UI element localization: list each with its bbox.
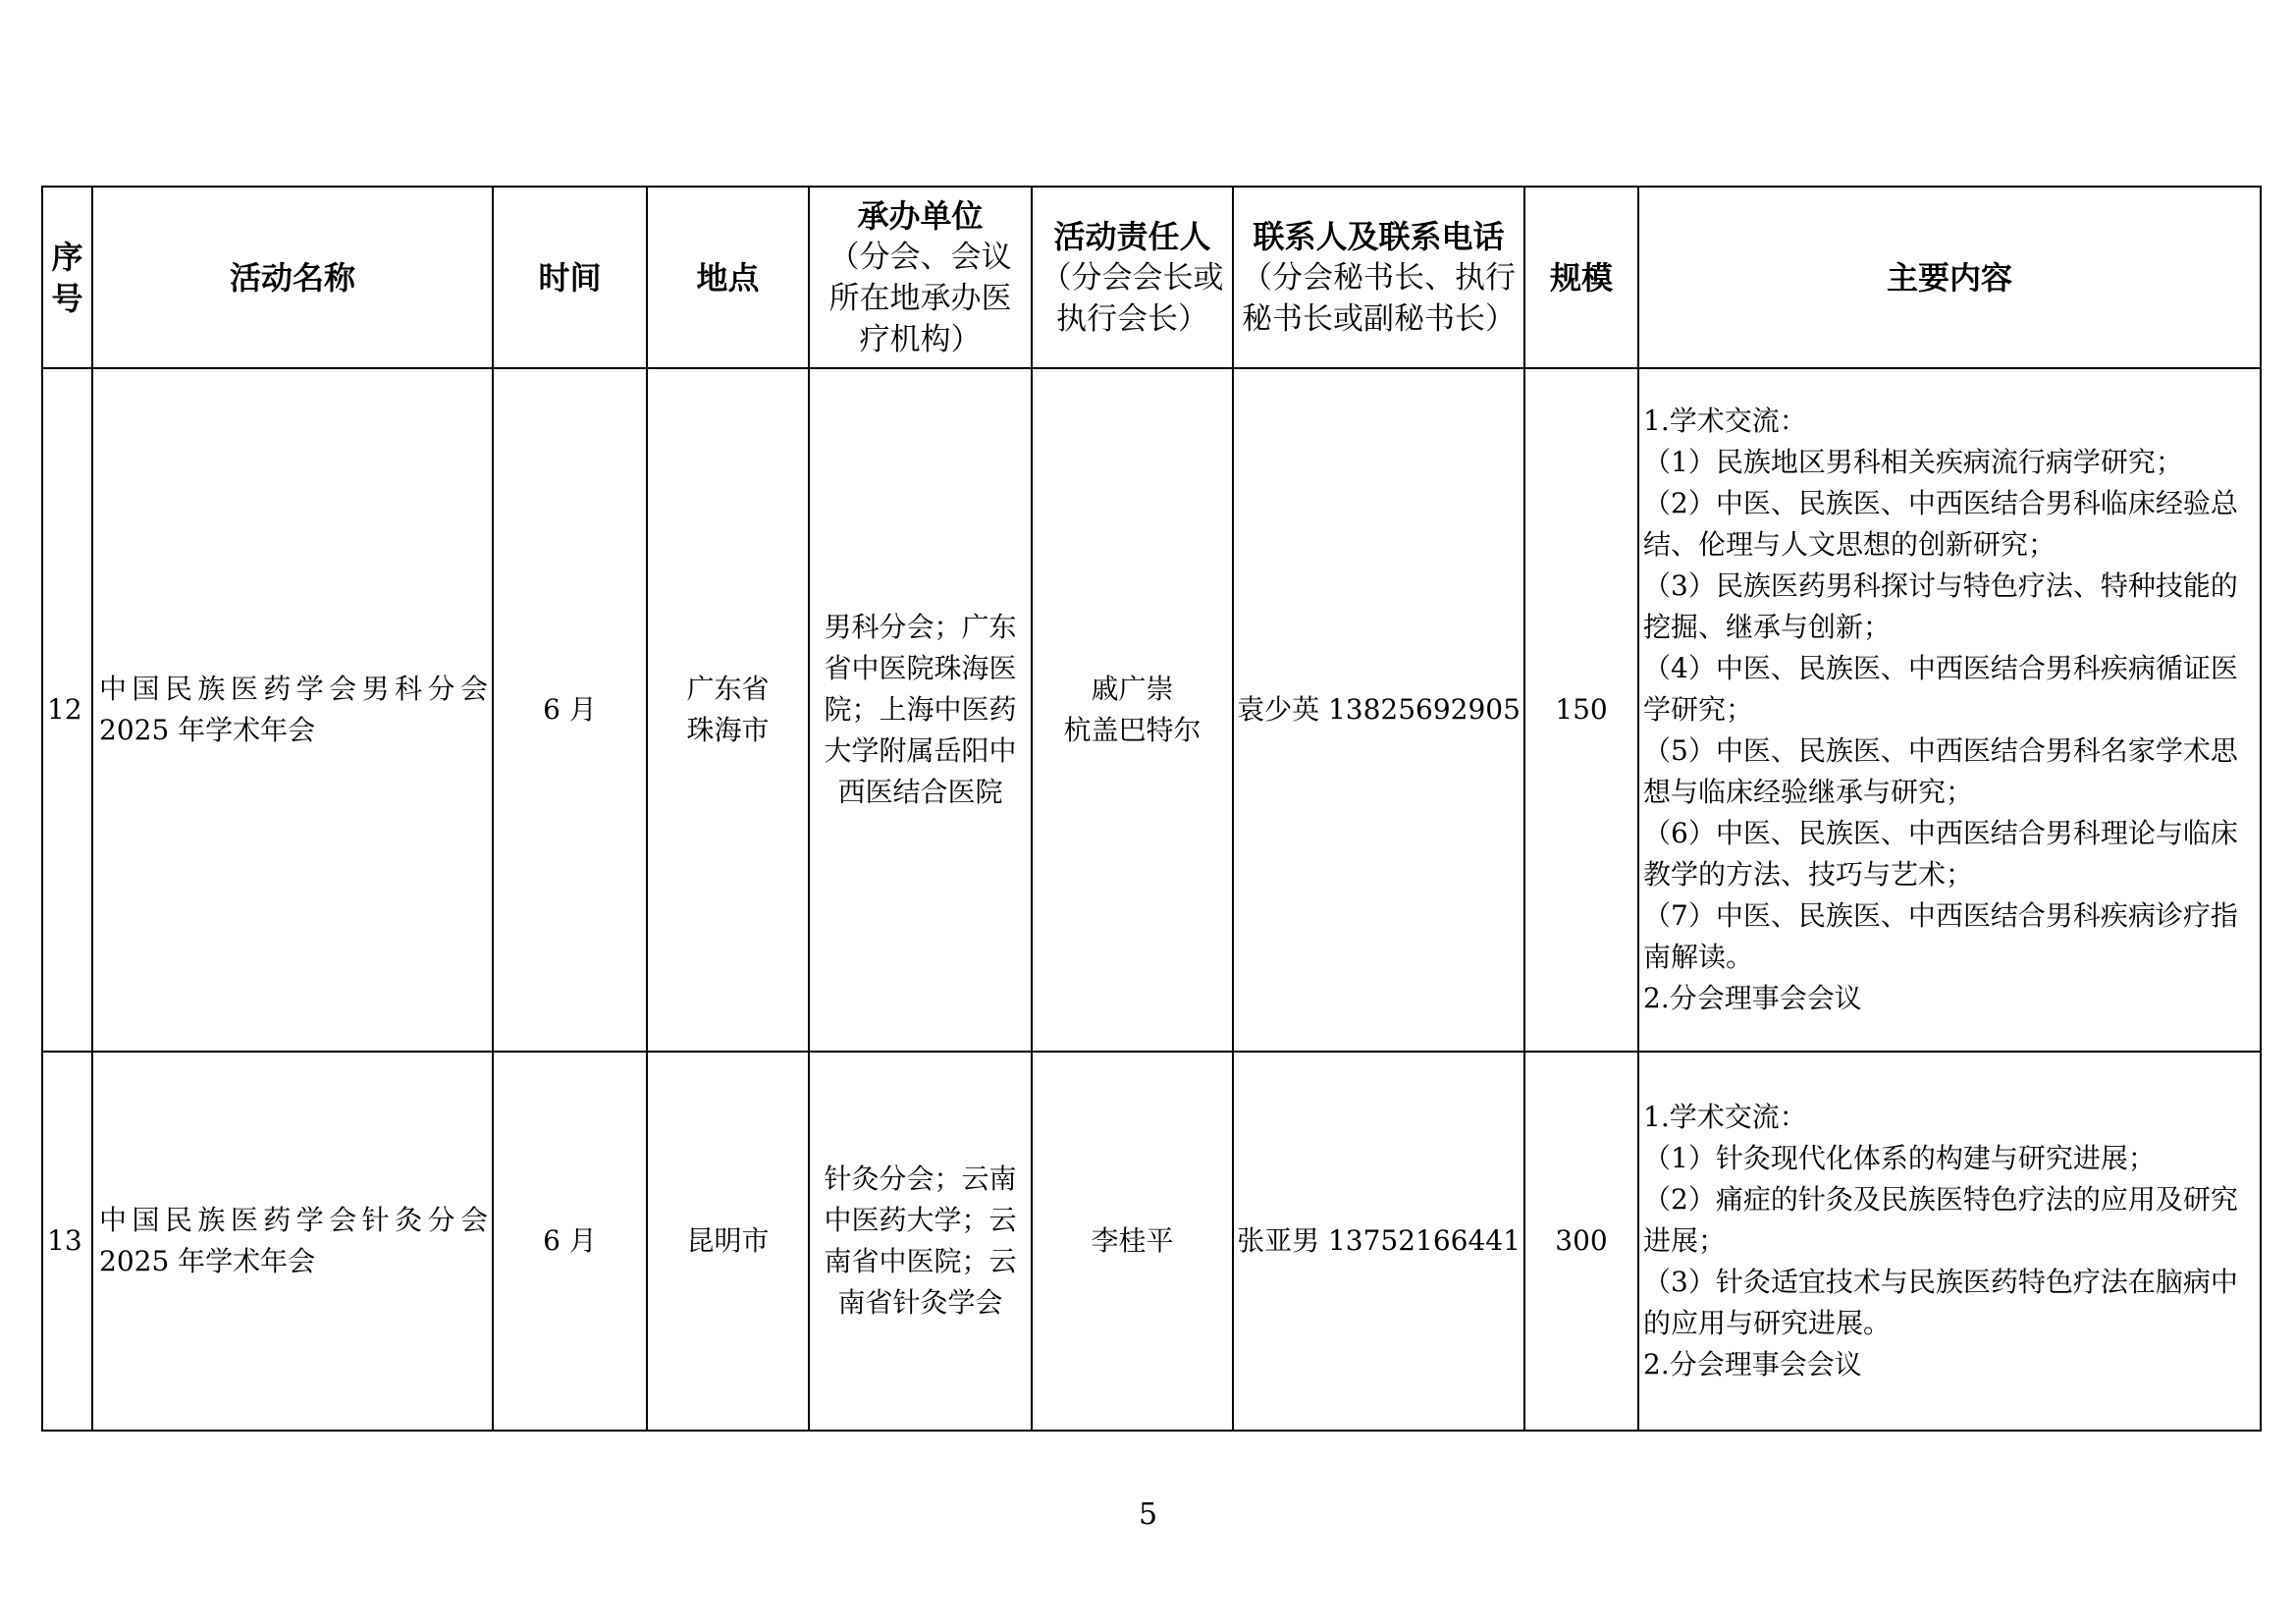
header-place: 地点 [647,187,809,368]
header-org-main: 承办单位 [857,196,984,235]
header-org-sub: （分会、会议所在地承办医疗机构） [828,239,1012,357]
row-seq: 13 [42,1052,92,1431]
header-leader [1032,187,1233,368]
row-place: 昆明市 [647,1052,809,1431]
header-time: 时间 [493,187,647,368]
row-leader: 李桂平 [1032,1052,1233,1431]
row-name: 中国民族医药学会针灸分会 2025 年学术年会 [92,1052,493,1431]
header-content: 主要内容 [1638,187,2261,368]
table-header-row [42,187,2261,368]
row-content: 1.学术交流： （1）民族地区男科相关疾病流行病学研究； （2）中医、民族医、中西医结合男科临床经验总 结、伦理与人文思想的创新研究； （3）民族医药男科探讨与特色疗法、特种技能的 挖掘、继承与创新； （4）中医、民族医、中西医结合男科疾病循证医 学研究； （5）中医、民族医、中西医结合男科名家学术思 想与临床经验继承与研究； （6）中医、民族医、中西医结合男科理论与临床 教学的方法、技巧与艺术； （7）中医、民族医、中西医结合男科疾病诊疗指 南解读。 2.分会理事会会议 [1638,368,2261,1052]
header-name: 活动名称 [92,187,493,368]
row-time: 6 月 [493,368,647,1052]
row-leader: 戚广崇 杭盖巴特尔 [1032,368,1233,1052]
row-name: 中国民族医药学会男科分会 2025 年学术年会 [92,368,493,1052]
header-contact [1233,187,1524,368]
table-row [42,1052,2261,1431]
row-org: 男科分会；广东 省中医院珠海医 院；上海中医药 大学附属岳阳中 西医结合医院 [809,368,1032,1052]
page-number: 5 [1138,1497,1158,1532]
row-contact: 张亚男 13752166441 [1233,1052,1524,1431]
header-contact-sub: （分会秘书长、执行秘书长或副秘书长） [1242,259,1516,337]
header-scale: 规模 [1524,187,1638,368]
row-scale: 150 [1524,368,1638,1052]
row-seq: 12 [42,368,92,1052]
header-org [809,187,1032,368]
row-content: 1.学术交流： （1）针灸现代化体系的构建与研究进展； （2）痛症的针灸及民族医特色疗法的应用及研究 进展； （3）针灸适宜技术与民族医药特色疗法在脑病中 的应用与研究进展。 2.分会理事会会议 [1638,1052,2261,1431]
activity-table [41,186,2262,1432]
row-time: 6 月 [493,1052,647,1431]
row-org: 针灸分会；云南 中医药大学；云 南省中医院；云 南省针灸学会 [809,1052,1032,1431]
row-contact: 袁少英 13825692905 [1233,368,1524,1052]
row-scale: 300 [1524,1052,1638,1431]
header-leader-main: 活动责任人 [1053,217,1211,255]
header-leader-sub: （分会会长或执行会长） [1041,259,1224,337]
row-place: 广东省 珠海市 [647,368,809,1052]
header-seq: 序 号 [42,187,92,368]
header-contact-main: 联系人及联系电话 [1253,217,1505,255]
table-row [42,368,2261,1052]
